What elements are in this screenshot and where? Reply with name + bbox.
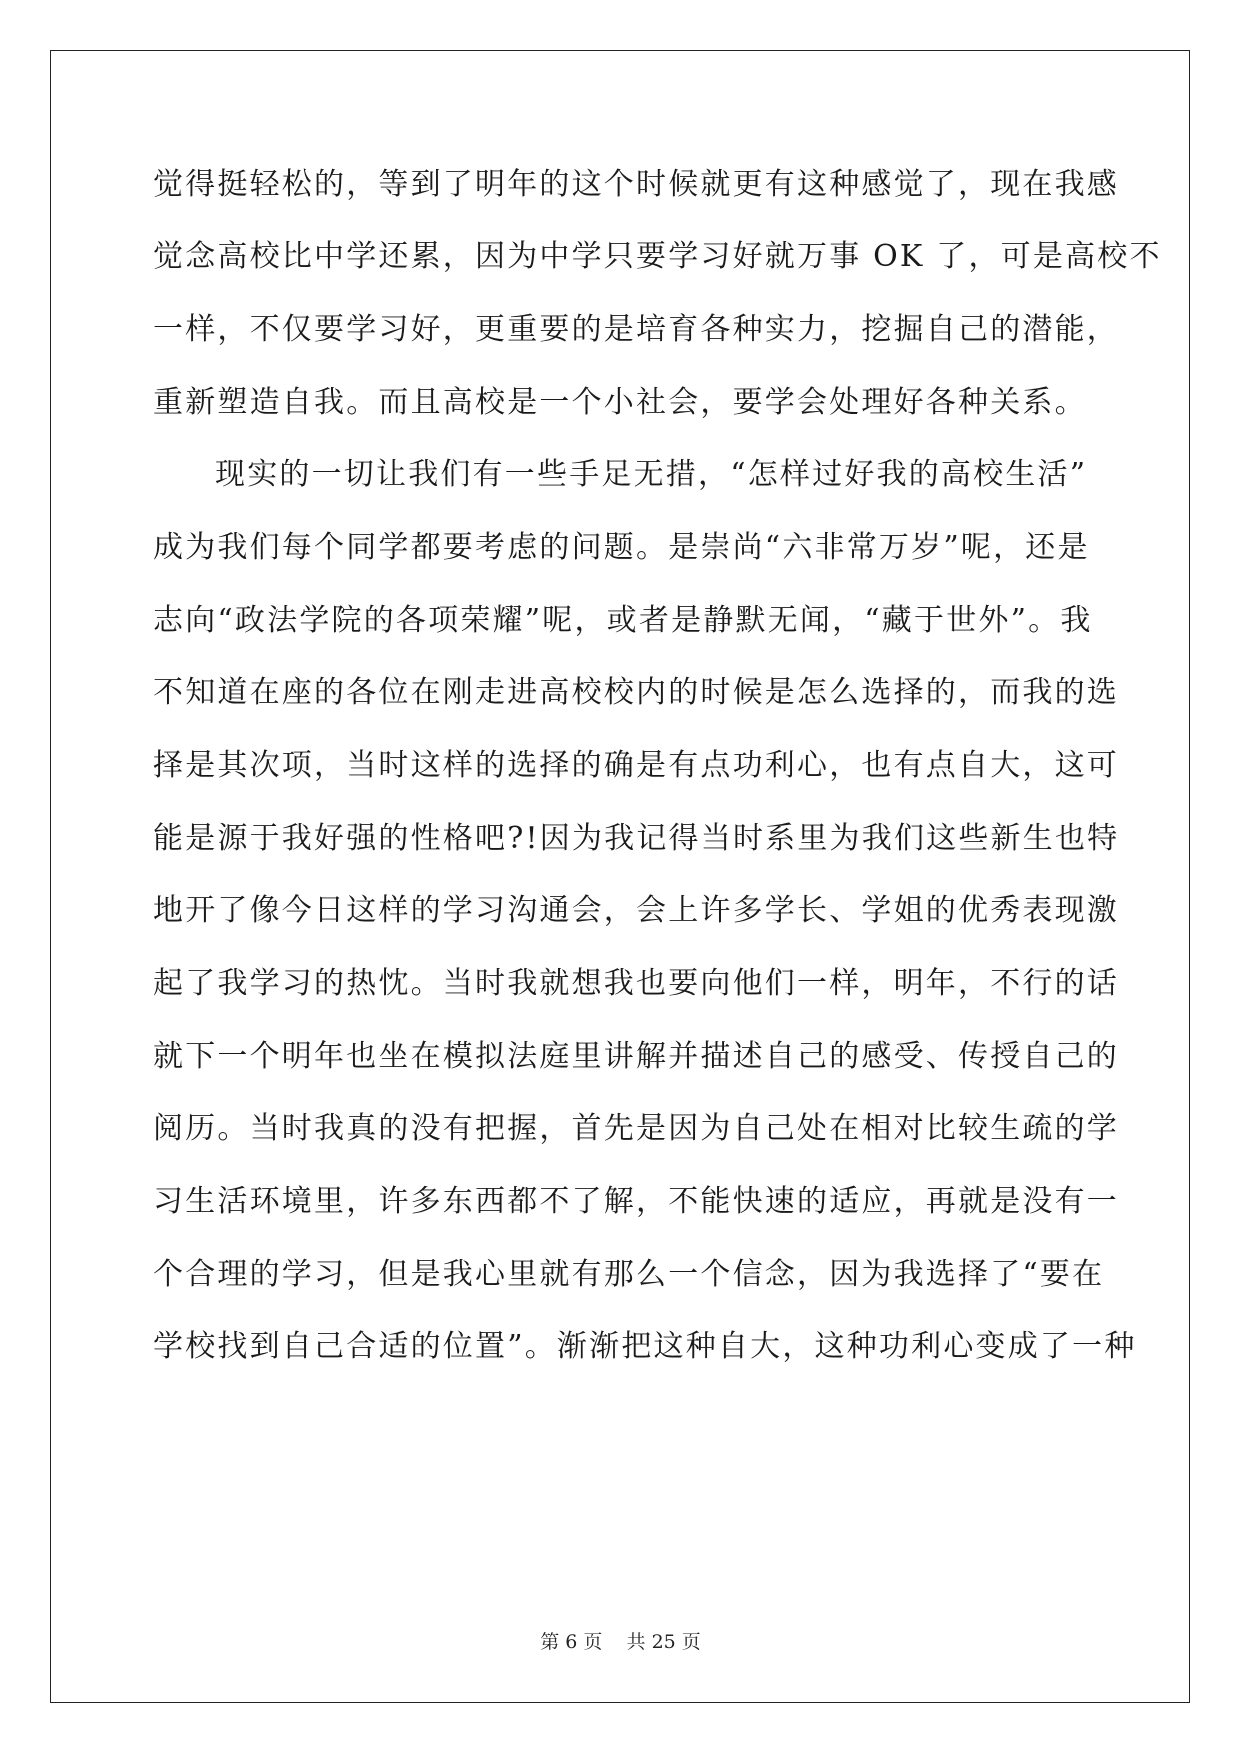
text-line: 成为我们每个同学都要考虑的问题。是崇尚“六非常万岁”呢，还是 <box>153 530 1090 565</box>
text-line: 地开了像今日这样的学习沟通会，会上许多学长、学姐的优秀表现激 <box>153 893 1119 928</box>
text-line: 起了我学习的热忱。当时我就想我也要向他们一样，明年，不行的话 <box>153 966 1119 1001</box>
page-footer <box>0 1630 1241 1654</box>
paragraph-first-line: 现实的一切让我们有一些手足无措，“怎样过好我的高校生活” <box>215 457 1088 492</box>
text-line: 阅历。当时我真的没有把握，首先是因为自己处在相对比较生疏的学 <box>153 1111 1119 1146</box>
text-line: 习生活环境里，许多东西都不了解，不能快速的适应，再就是没有一 <box>153 1184 1119 1219</box>
page-border <box>50 50 1190 1703</box>
text-line: 重新塑造自我。而且高校是一个小社会，要学会处理好各种关系。 <box>153 385 1087 420</box>
text-line: 择是其次项，当时这样的选择的确是有点功利心，也有点自大，这可 <box>153 748 1119 783</box>
text-line: 觉得挺轻松的，等到了明年的这个时候就更有这种感觉了，现在我感 <box>153 167 1119 202</box>
text-line: 不知道在座的各位在刚走进高校校内的时候是怎么选择的，而我的选 <box>153 675 1119 710</box>
text-line: 学校找到自己合适的位置”。渐渐把这种自大，这种功利心变成了一种 <box>153 1329 1137 1364</box>
page-number-label: 第 6 页 共 25 页 <box>540 1631 701 1653</box>
text-line: 能是源于我好强的性格吧?!因为我记得当时系里为我们这些新生也特 <box>153 821 1120 856</box>
text-line: 一样，不仅要学习好，更重要的是培育各种实力，挖掘自己的潜能， <box>153 312 1119 347</box>
text-line: 觉念高校比中学还累，因为中学只要学习好就万事 OK 了，可是高校不 <box>153 239 1162 274</box>
text-line: 就下一个明年也坐在模拟法庭里讲解并描述自己的感受、传授自己的 <box>153 1039 1119 1074</box>
text-line: 志向“政法学院的各项荣耀”呢，或者是静默无闻，“藏于世外”。我 <box>153 603 1093 638</box>
text-line: 个合理的学习，但是我心里就有那么一个信念，因为我选择了“要在 <box>153 1257 1105 1292</box>
